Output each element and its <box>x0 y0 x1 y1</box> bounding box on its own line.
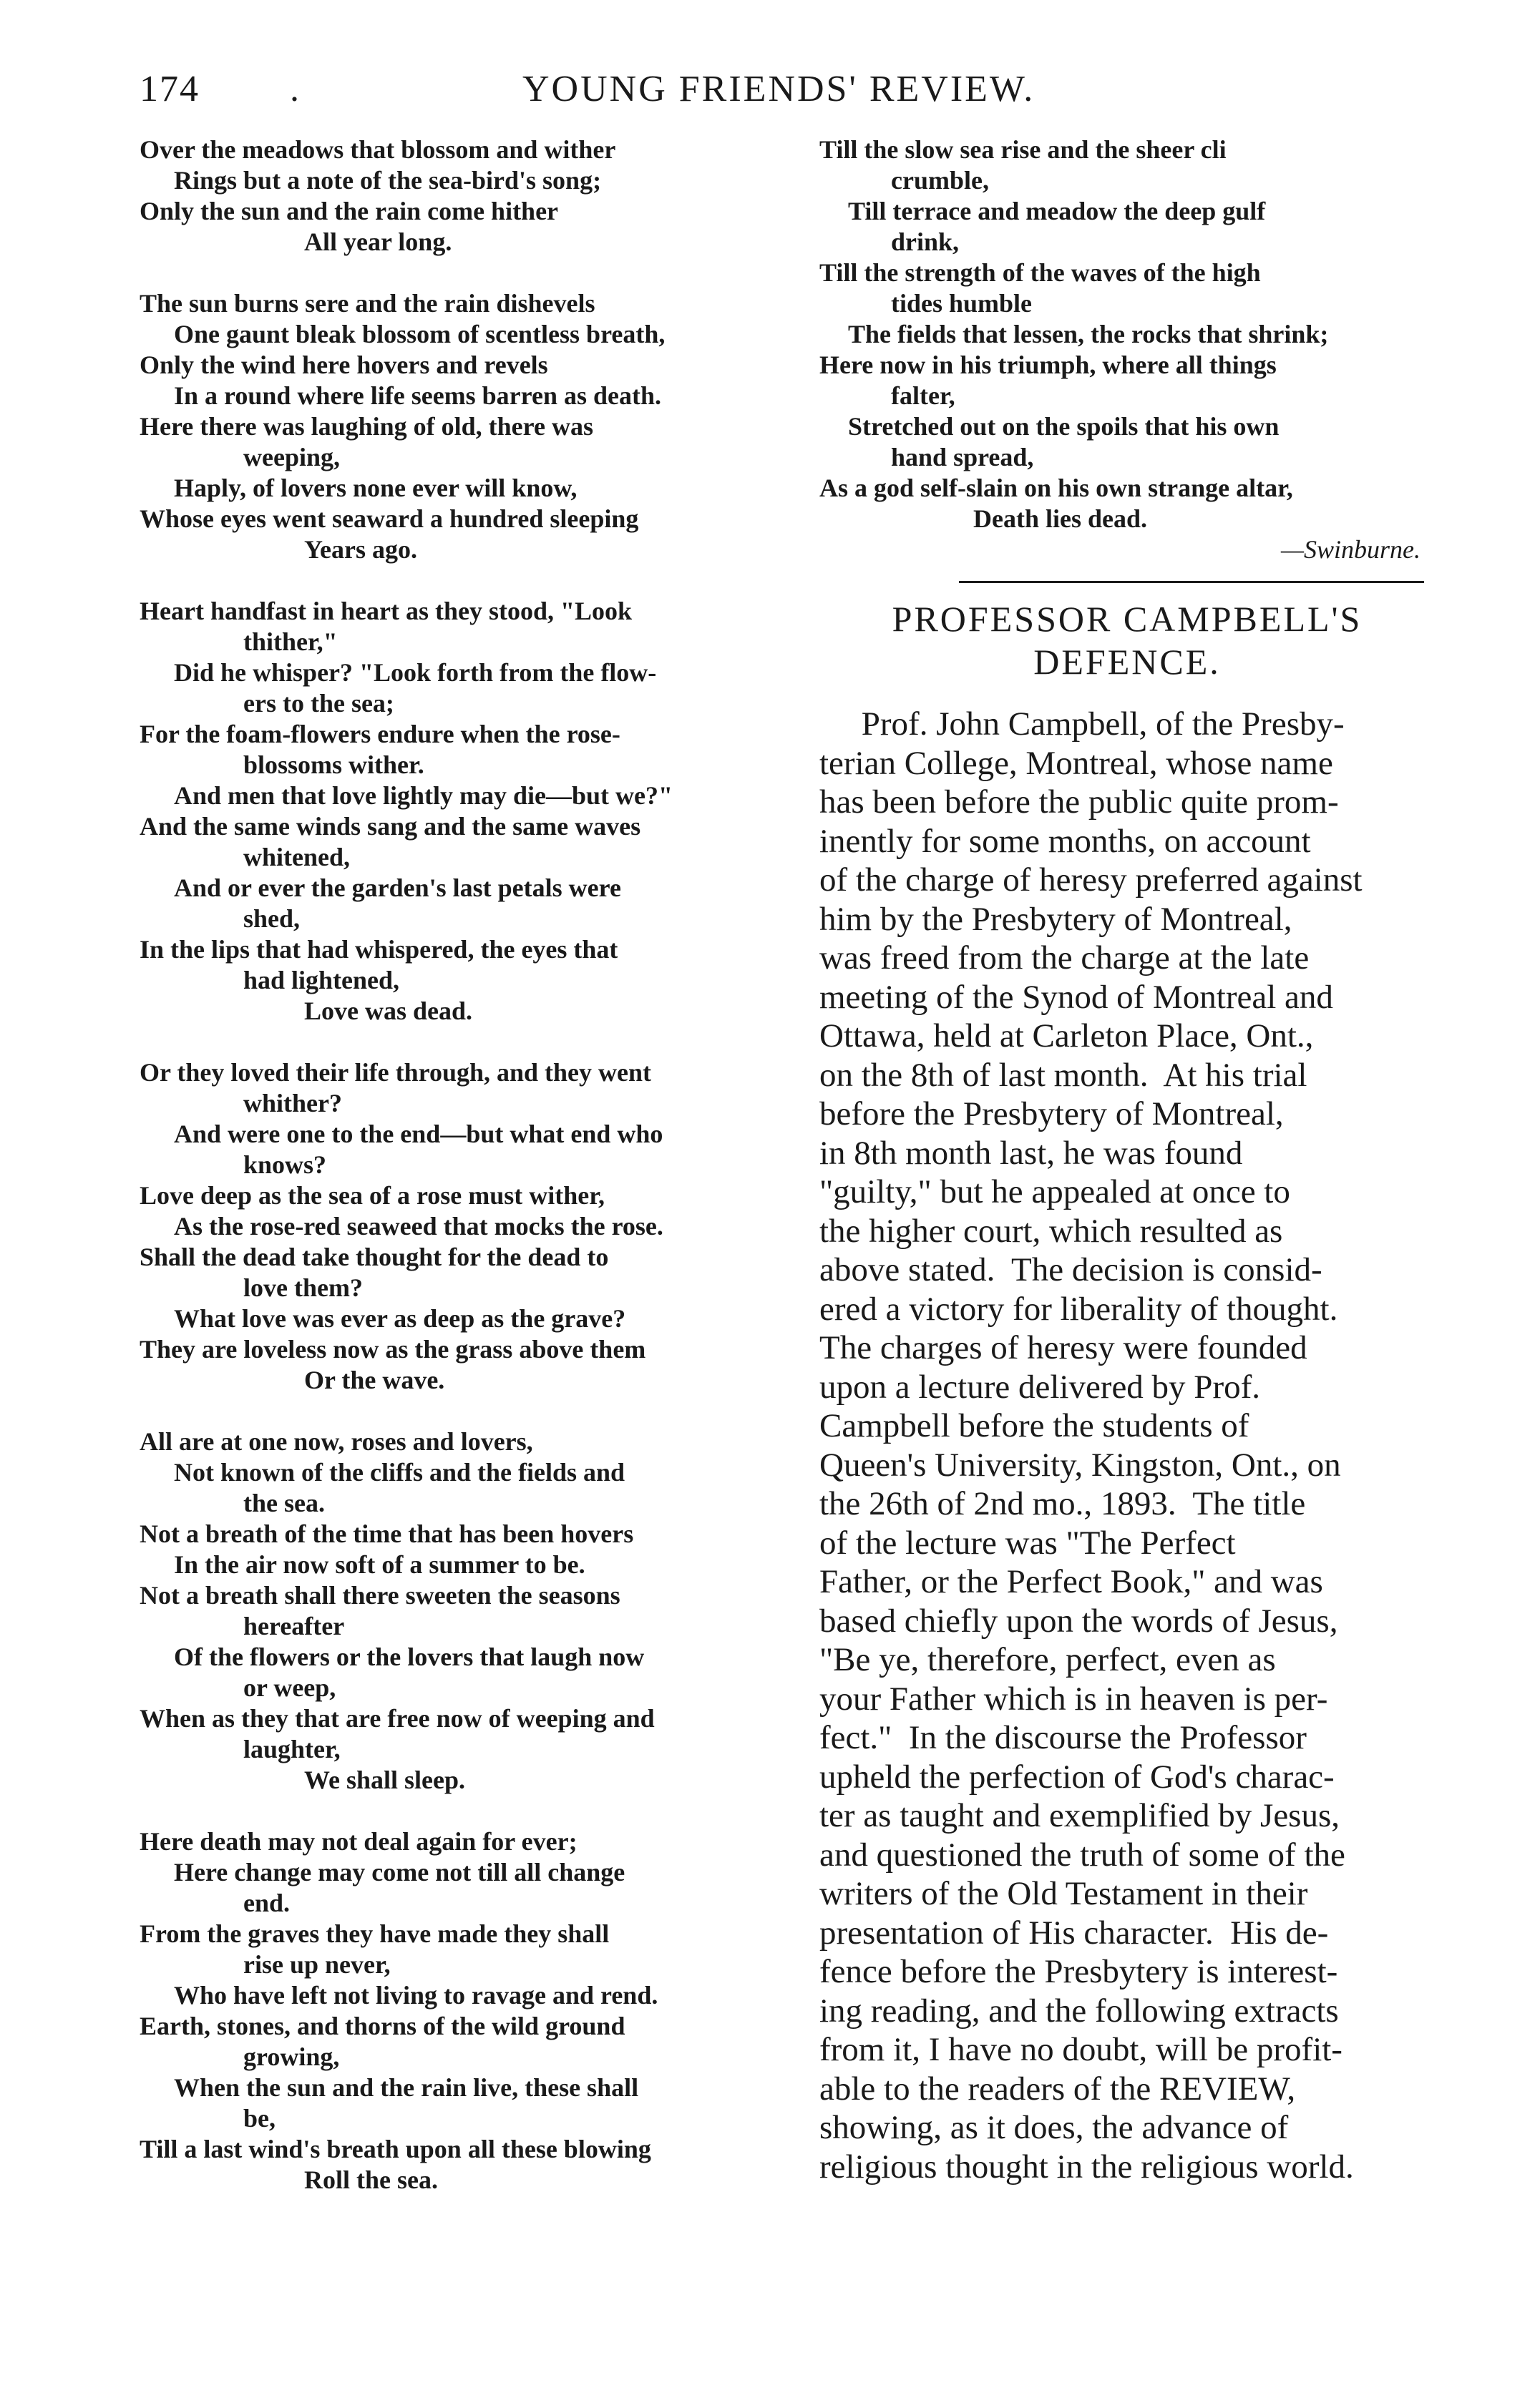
poem-line: They are loveless now as the grass above them <box>140 1335 646 1364</box>
article-line: of the charge of heresy preferred against <box>819 861 1363 899</box>
poem-line: Here there was laughing of old, there was <box>140 412 593 441</box>
poem-line: The fields that lessen, the rocks that shrink; <box>848 320 1329 348</box>
article-line: ter as taught and exemplified by Jesus, <box>819 1797 1340 1834</box>
poem-line: knows? <box>243 1150 327 1179</box>
poem-line: tides humble <box>891 289 1033 318</box>
header-separator: . <box>290 69 299 109</box>
poem-line: Of the flowers or the lovers that laugh now <box>174 1643 645 1671</box>
poem-line: had lightened, <box>243 966 400 994</box>
poem-line: thither," <box>243 627 338 656</box>
article-line: before the Presbytery of Montreal, <box>819 1095 1284 1132</box>
poem-line: We shall sleep. <box>304 1766 466 1794</box>
article-line: ered a victory for liberality of thought. <box>819 1290 1338 1328</box>
poem-line: In a round where life seems barren as death. <box>174 381 662 410</box>
poem-line: And or ever the garden's last petals were <box>174 873 621 902</box>
poem-line: Not a breath of the time that has been hovers <box>140 1519 634 1548</box>
poem-line: falter, <box>891 381 955 410</box>
poem-line: One gaunt bleak blossom of scentless breath, <box>174 320 666 348</box>
running-title: YOUNG FRIENDS' REVIEW. <box>522 69 1035 109</box>
poem-line: And men that love lightly may die—but we?" <box>174 781 673 810</box>
article-line: inently for some months, on account <box>819 822 1311 860</box>
poem-line: Death lies dead. <box>973 504 1147 533</box>
article-title <box>819 597 1435 683</box>
article-line: showing, as it does, the advance of <box>819 2109 1289 2146</box>
article-line: has been before the public quite prom- <box>819 783 1339 821</box>
poem-line: Here now in his triumph, where all things <box>819 351 1277 379</box>
poem-line: end. <box>243 1889 291 1917</box>
poem-line: Till the slow sea rise and the sheer cli <box>819 135 1227 164</box>
poem-line: laughter, <box>243 1735 341 1763</box>
article-line: the 26th of 2nd mo., 1893. The title <box>819 1485 1306 1522</box>
article-line: presentation of His character. His de- <box>819 1914 1329 1952</box>
poem-line: crumble, <box>891 166 989 195</box>
poem-stanza <box>140 134 776 258</box>
poem-line: Did he whisper? "Look forth from the flow- <box>174 658 657 687</box>
article-line: based chiefly upon the words of Jesus, <box>819 1602 1338 1640</box>
poem-line: whither? <box>243 1089 342 1117</box>
poem-line: When as they that are free now of weeping and <box>140 1704 655 1733</box>
article-line: upon a lecture delivered by Prof. <box>819 1368 1261 1406</box>
poem-left-column <box>140 134 776 2226</box>
poem-line: growing, <box>243 2042 340 2071</box>
poem-line: ers to the sea; <box>243 689 394 718</box>
poem-line: Till a last wind's breath upon all these blowing <box>140 2135 651 2163</box>
poem-line: Years ago. <box>304 535 417 564</box>
article-line: from it, I have no doubt, will be profit- <box>819 2031 1342 2068</box>
poem-line: For the foam-flowers endure when the rose- <box>140 720 620 748</box>
article-line: The charges of heresy were founded <box>819 1329 1307 1366</box>
article-title-line-1: PROFESSOR CAMPBELL'S <box>892 599 1363 639</box>
poem-line: When the sun and the rain live, these shall <box>174 2073 639 2102</box>
article-line: Prof. John Campbell, of the Presby- <box>819 705 1345 743</box>
poem-line: Or they loved their life through, and they went <box>140 1058 652 1087</box>
article-line: and questioned the truth of some of the <box>819 1836 1345 1874</box>
poem-line: love them? <box>243 1273 363 1302</box>
poem-stanza <box>140 1057 776 1396</box>
article-line: writers of the Old Testament in their <box>819 1875 1308 1912</box>
poem-line: hand spread, <box>891 443 1034 471</box>
poem-line: And were one to the end—but what end who <box>174 1120 663 1148</box>
poem-line: rise up never, <box>243 1950 391 1979</box>
article-line: in 8th month last, he was found <box>819 1134 1243 1172</box>
poem-stanza <box>140 596 776 1027</box>
poem-line: whitened, <box>243 843 351 871</box>
poem-attribution: —Swinburne. <box>1280 535 1421 564</box>
poem-line: drink, <box>891 227 960 256</box>
poem-line: weeping, <box>243 443 340 471</box>
poem-line: Roll the sea. <box>304 2165 438 2194</box>
article-line: the higher court, which resulted as <box>819 1212 1283 1250</box>
poem-line: shed, <box>243 904 301 933</box>
article-line: your Father which is in heaven is per- <box>819 1680 1328 1718</box>
poem-line: Here death may not deal again for ever; <box>140 1827 578 1856</box>
poem-line: As a god self-slain on his own strange altar, <box>819 474 1293 502</box>
article-line: fect." In the discourse the Professor <box>819 1719 1307 1756</box>
poem-line: Whose eyes went seaward a hundred sleeping <box>140 504 639 533</box>
article-line: was freed from the charge at the late <box>819 939 1310 977</box>
poem-line: Not known of the cliffs and the fields and <box>174 1458 625 1487</box>
poem-line: Only the sun and the rain come hither <box>140 197 559 225</box>
article-line: Father, or the Perfect Book," and was <box>819 1563 1323 1600</box>
article-line: ing reading, and the following extracts <box>819 1992 1339 2030</box>
article-line: "Be ye, therefore, perfect, even as <box>819 1641 1276 1678</box>
poem-line: Earth, stones, and thorns of the wild ground <box>140 2012 625 2040</box>
poem-line: From the graves they have made they shall <box>140 1919 610 1948</box>
article-line: "guilty," but he appealed at once to <box>819 1173 1290 1210</box>
poem-line: The sun burns sere and the rain dishevels <box>140 289 595 318</box>
poem-stanza <box>140 1826 776 2196</box>
poem-line: Only the wind here hovers and revels <box>140 351 548 379</box>
article-body <box>819 705 1435 2186</box>
poem-line: In the lips that had whispered, the eyes that <box>140 935 618 964</box>
article-line: of the lecture was "The Perfect <box>819 1524 1236 1562</box>
poem-line: And the same winds sang and the same waves <box>140 812 641 841</box>
poem-line: or weep, <box>243 1673 336 1702</box>
article-line: above stated. The decision is consid- <box>819 1251 1322 1288</box>
poem-line: hereafter <box>243 1612 345 1640</box>
poem-line: Till the strength of the waves of the high <box>819 258 1261 287</box>
poem-line: Who have left not living to ravage and rend. <box>174 1981 658 2010</box>
poem-line: the sea. <box>243 1489 325 1517</box>
poem-line: As the rose-red seaweed that mocks the rose. <box>174 1212 663 1240</box>
section-divider <box>959 581 1424 583</box>
poem-line: Rings but a note of the sea-bird's song; <box>174 166 602 195</box>
article-title-line-2: DEFENCE. <box>1033 642 1221 682</box>
poem-line: All are at one now, roses and lovers, <box>140 1427 533 1456</box>
poem-line: Love was dead. <box>304 997 473 1025</box>
poem-line: Till terrace and meadow the deep gulf <box>848 197 1266 225</box>
article-line: upheld the perfection of God's charac- <box>819 1758 1335 1796</box>
poem-line: Stretched out on the spoils that his own <box>848 412 1280 441</box>
poem-line: Not a breath shall there sweeten the seasons <box>140 1581 620 1610</box>
article-line: terian College, Montreal, whose name <box>819 744 1333 782</box>
poem-line: Or the wave. <box>304 1366 445 1394</box>
poem-line: Haply, of lovers none ever will know, <box>174 474 578 502</box>
article-line: Queen's University, Kingston, Ont., on <box>819 1446 1341 1484</box>
poem-line: Shall the dead take thought for the dead to <box>140 1243 609 1271</box>
article-line: fence before the Presbytery is interest- <box>819 1953 1338 1990</box>
poem-stanza <box>140 1426 776 1796</box>
poem-right-column <box>819 134 1435 565</box>
article-line: Ottawa, held at Carleton Place, Ont., <box>819 1017 1314 1054</box>
article-line: meeting of the Synod of Montreal and <box>819 978 1333 1016</box>
page-number: 174 <box>140 69 200 109</box>
poem-line: All year long. <box>304 227 452 256</box>
article-line: religious thought in the religious world. <box>819 2148 1354 2186</box>
poem-line: blossoms wither. <box>243 750 424 779</box>
poem-line: Over the meadows that blossom and wither <box>140 135 616 164</box>
poem-line: What love was ever as deep as the grave? <box>174 1304 626 1333</box>
poem-line: In the air now soft of a summer to be. <box>174 1550 585 1579</box>
article-line: on the 8th of last month. At his trial <box>819 1056 1307 1094</box>
article-line: him by the Presbytery of Montreal, <box>819 900 1292 938</box>
page-header <box>140 68 1428 118</box>
poem-line: be, <box>243 2104 276 2133</box>
poem-line: Heart handfast in heart as they stood, "Look <box>140 597 633 625</box>
poem-line: Here change may come not till all change <box>174 1858 625 1886</box>
article-line: able to the readers of the REVIEW, <box>819 2070 1296 2108</box>
poem-stanza <box>140 288 776 565</box>
poem-line: Love deep as the sea of a rose must wither, <box>140 1181 605 1210</box>
article-line: Campbell before the students of <box>819 1407 1249 1444</box>
